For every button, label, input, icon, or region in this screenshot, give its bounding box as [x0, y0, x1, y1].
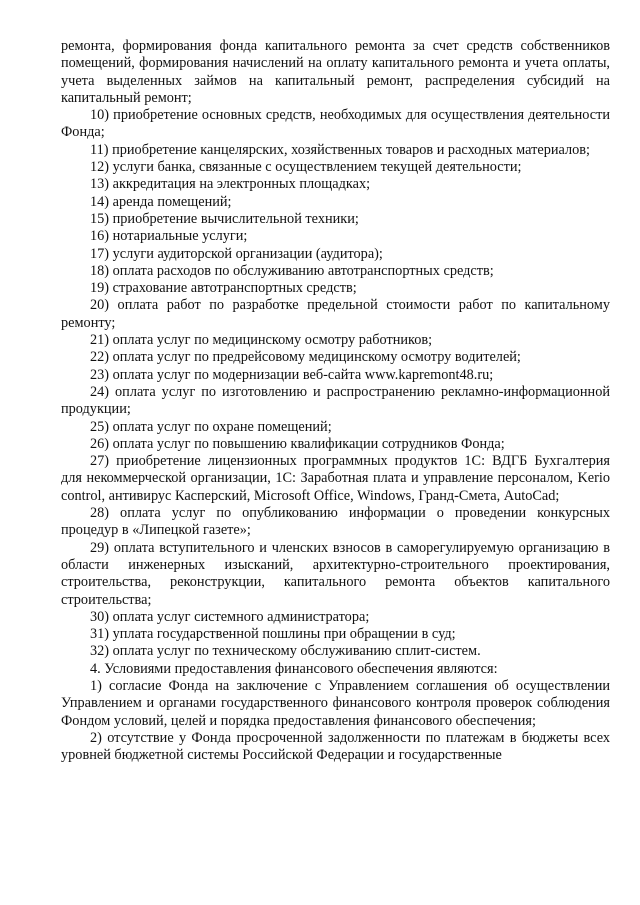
list-item-21: 21) оплата услуг по медицинскому осмотру работников;	[90, 332, 433, 349]
list-item-23: 23) оплата услуг по модернизации веб-сайта www.kapremont48.ru;	[90, 366, 494, 383]
list-item-14: 14) аренда помещений;	[90, 193, 232, 210]
list-item-13: 13) аккредитация на электронных площадках;	[90, 176, 371, 193]
paragraph-continuation: ремонта, формирования фонда капитального ремонта за счет средств собственников помещений, формирования начислений на оплату капитального ремонта и учета оплаты, учета выделенных займов на капитальный ремонт, распределения субсидий на капитальный ремонт;	[61, 38, 610, 106]
list-item-26: 26) оплата услуг по повышению квалификации сотрудников Фонда;	[90, 435, 505, 452]
list-item-20: 20) оплата работ по разработке предельной стоимости работ по капитальному ремонту;	[61, 297, 610, 331]
list-item-25: 25) оплата услуг по охране помещений;	[90, 418, 332, 435]
list-item-17: 17) услуги аудиторской организации (аудитора);	[90, 245, 383, 262]
list-item-31: 31) уплата государственной пошлины при обращении в суд;	[90, 626, 456, 643]
list-item-22: 22) оплата услуг по предрейсовому медицинскому осмотру водителей;	[90, 349, 521, 366]
section-4-heading: 4. Условиями предоставления финансового обеспечения являются:	[90, 660, 498, 677]
list-item-28: 28) оплата услуг по опубликованию информации о проведении конкурсных процедур в «Липецкой газете»;	[61, 505, 610, 539]
list-item-30: 30) оплата услуг системного администратора;	[90, 608, 370, 625]
list-item-27: 27) приобретение лицензионных программных продуктов 1С: ВДГБ Бухгалтерия для некоммерческой организации, 1С: Заработная плата и управление персоналом, Kerio control, антивирус Касперский, Microsoft Office, Windows, Гранд-Смета, AutoCad;	[61, 453, 610, 504]
list-item-18: 18) оплата расходов по обслуживанию автотранспортных средств;	[90, 262, 494, 279]
list-item-10: 10) приобретение основных средств, необходимых для осуществления деятельности Фонда;	[61, 107, 610, 141]
list-item-16: 16) нотариальные услуги;	[90, 228, 248, 245]
document-page	[61, 38, 610, 764]
list-item-11: 11) приобретение канцелярских, хозяйственных товаров и расходных материалов;	[90, 141, 590, 158]
condition-item-2: 2) отсутствие у Фонда просроченной задолженности по платежам в бюджеты всех уровней бюджетной системы Российской Федерации и государственные	[61, 729, 610, 764]
condition-item-1: 1) согласие Фонда на заключение с Управлением соглашения об осуществлении Управлением и органами государственного финансового контроля проверок соблюдения Фондом условий, целей и порядка предоставления финансового обеспечения;	[61, 677, 610, 729]
list-item-32: 32) оплата услуг по техническому обслуживанию сплит-систем.	[90, 643, 481, 660]
list-item-29: 29) оплата вступительного и членских взносов в саморегулируемую организацию в области инженерных изысканий, архитектурно-строительного проектирования, строительства, реконструкции, капитального ремонта объектов капитального строительства;	[61, 539, 610, 608]
list-item-24: 24) оплата услуг по изготовлению и распространению рекламно-информационной продукции;	[61, 383, 610, 418]
list-item-19: 19) страхование автотранспортных средств;	[90, 280, 357, 297]
list-item-15: 15) приобретение вычислительной техники;	[90, 210, 359, 227]
list-item-12: 12) услуги банка, связанные с осуществлением текущей деятельности;	[90, 159, 522, 176]
